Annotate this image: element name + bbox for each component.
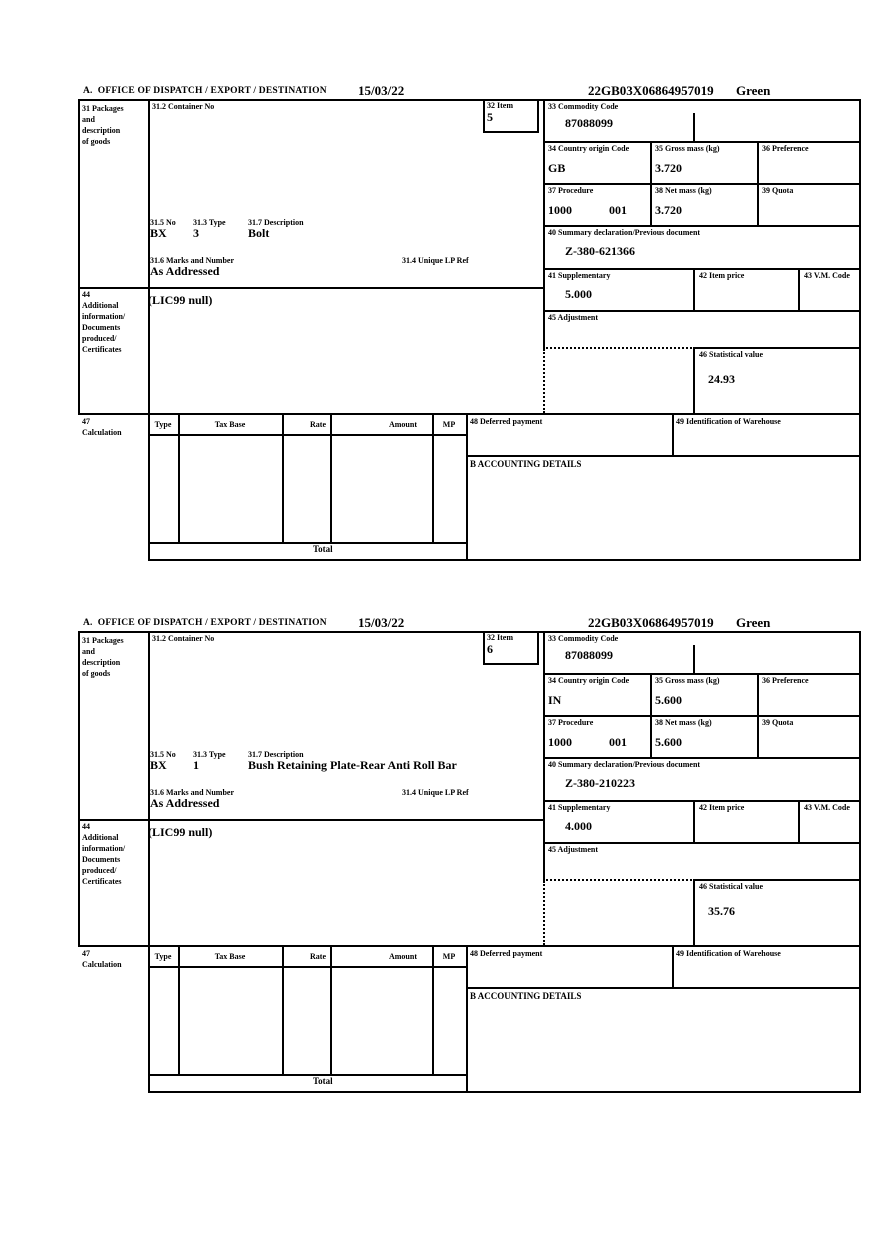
- accounting-details-label: B ACCOUNTING DETAILS: [470, 991, 582, 1001]
- border-line: [693, 800, 695, 844]
- previous-document-label: 40 Summary declaration/Previous document: [548, 760, 701, 769]
- border-line: [466, 987, 861, 989]
- statistical-value: 24.93: [708, 372, 735, 386]
- packages-type-label: 31.3 Type: [193, 750, 226, 759]
- border-line: [543, 631, 545, 881]
- dotted-line: [543, 879, 695, 881]
- warehouse-id-label: 49 Identification of Warehouse: [676, 949, 781, 958]
- net-mass-label: 38 Net mass (kg): [655, 718, 712, 727]
- border-line: [432, 945, 434, 1076]
- calc-header-mp: MP: [442, 420, 456, 429]
- declaration-date: 15/03/22: [358, 615, 405, 630]
- dotted-line: [543, 349, 545, 413]
- dotted-line: [543, 347, 695, 349]
- country-origin-value: GB: [548, 161, 566, 175]
- border-line: [543, 141, 861, 143]
- accounting-details-label: B ACCOUNTING DETAILS: [470, 459, 582, 469]
- border-line: [672, 945, 674, 989]
- calc-header-tax-base: Tax Base: [214, 952, 246, 961]
- quota-label: 39 Quota: [762, 718, 794, 727]
- unique-lp-ref-label: 31.4 Unique LP Ref: [402, 256, 469, 265]
- border-line: [650, 141, 652, 227]
- border-line: [78, 99, 861, 101]
- border-line: [78, 99, 80, 415]
- calculation-label: 47 Calculation: [82, 417, 122, 437]
- border-line: [543, 99, 545, 349]
- border-line: [693, 347, 695, 415]
- border-line: [148, 542, 468, 544]
- item-label: 32 Item: [487, 633, 513, 642]
- statistical-value-label: 46 Statistical value: [699, 350, 763, 359]
- border-line: [178, 413, 180, 544]
- packages-no-label: 31.5 No: [150, 750, 176, 759]
- border-line: [178, 945, 180, 1076]
- calc-header-amount: Amount: [388, 952, 417, 961]
- packages-type-label: 31.3 Type: [193, 218, 226, 227]
- marks-number-label: 31.6 Marks and Number: [150, 256, 235, 265]
- deferred-payment-label: 48 Deferred payment: [470, 949, 543, 958]
- country-origin-label: 34 Country origin Code: [548, 676, 630, 685]
- procedure-suffix-value: 001: [609, 735, 627, 749]
- item-number-value: 5: [487, 110, 493, 124]
- marks-number-value: As Addressed: [150, 796, 220, 810]
- packages-no-value: BX: [150, 758, 167, 772]
- routing-indicator: Green: [736, 83, 771, 98]
- border-line: [859, 631, 861, 1093]
- border-line: [466, 413, 468, 561]
- gross-mass-label: 35 Gross mass (kg): [655, 676, 720, 685]
- packages-description-label: 31 Packages and description of goods: [82, 104, 124, 146]
- border-line: [78, 413, 861, 415]
- border-line: [466, 945, 468, 1093]
- border-line: [148, 434, 468, 436]
- border-line: [543, 225, 861, 227]
- border-line: [543, 673, 861, 675]
- border-line: [148, 99, 150, 561]
- declaration-item-section-1: [78, 83, 862, 565]
- procedure-label: 37 Procedure: [548, 186, 594, 195]
- border-line: [543, 183, 861, 185]
- quota-label: 39 Quota: [762, 186, 794, 195]
- net-mass-label: 38 Net mass (kg): [655, 186, 712, 195]
- calculation-label: 47 Calculation: [82, 949, 122, 969]
- commodity-code-value: 87088099: [565, 116, 613, 130]
- calc-header-tax-base: Tax Base: [214, 420, 246, 429]
- unique-lp-ref-label: 31.4 Unique LP Ref: [402, 788, 469, 797]
- border-line: [330, 413, 332, 544]
- packages-type-value: 3: [193, 226, 199, 240]
- commodity-code-label: 33 Commodity Code: [548, 634, 619, 643]
- border-line: [859, 99, 861, 561]
- packages-no-label: 31.5 No: [150, 218, 176, 227]
- item-number-value: 6: [487, 642, 493, 656]
- goods-description-value: Bush Retaining Plate-Rear Anti Roll Bar: [248, 758, 457, 772]
- border-line: [543, 842, 861, 844]
- border-line: [148, 559, 861, 561]
- border-line: [543, 310, 861, 312]
- border-line: [693, 113, 695, 143]
- border-line: [757, 141, 759, 227]
- supplementary-value: 5.000: [565, 287, 592, 301]
- additional-information-label: 44 Additional information/ Documents produced/ Certificates: [82, 290, 126, 354]
- marks-number-value: As Addressed: [150, 264, 220, 278]
- item-label: 32 Item: [487, 101, 513, 110]
- border-line: [78, 945, 861, 947]
- supplementary-value: 4.000: [565, 819, 592, 833]
- calc-header-rate: Rate: [310, 420, 326, 429]
- border-line: [693, 645, 695, 675]
- container-no-label: 31.2 Container No: [152, 634, 215, 643]
- preference-label: 36 Preference: [762, 676, 809, 685]
- border-line: [148, 966, 468, 968]
- net-mass-value: 5.600: [655, 735, 682, 749]
- additional-information-label: 44 Additional information/ Documents produced/ Certificates: [82, 822, 126, 886]
- item-price-label: 42 Item price: [699, 271, 745, 280]
- border-line: [282, 945, 284, 1076]
- border-line: [693, 879, 861, 881]
- border-line: [543, 757, 861, 759]
- border-line: [543, 268, 861, 270]
- procedure-label: 37 Procedure: [548, 718, 594, 727]
- border-line: [282, 413, 284, 544]
- border-line: [693, 879, 695, 947]
- statistical-value-label: 46 Statistical value: [699, 882, 763, 891]
- gross-mass-value: 3.720: [655, 161, 682, 175]
- border-line: [148, 631, 150, 1093]
- calc-header-rate: Rate: [310, 952, 326, 961]
- commodity-code-value: 87088099: [565, 648, 613, 662]
- total-label: Total: [313, 1076, 333, 1086]
- declaration-date: 15/03/22: [358, 83, 405, 98]
- preference-label: 36 Preference: [762, 144, 809, 153]
- declaration-item-section-2: [78, 615, 862, 1097]
- dotted-line: [543, 881, 545, 945]
- calc-header-amount: Amount: [388, 420, 417, 429]
- calc-header-type: Type: [154, 420, 172, 429]
- marks-number-label: 31.6 Marks and Number: [150, 788, 235, 797]
- supplementary-label: 41 Supplementary: [548, 803, 611, 812]
- gross-mass-label: 35 Gross mass (kg): [655, 144, 720, 153]
- item-price-label: 42 Item price: [699, 803, 745, 812]
- border-line: [650, 673, 652, 759]
- net-mass-value: 3.720: [655, 203, 682, 217]
- additional-information-value: (LIC99 null): [148, 825, 213, 839]
- gross-mass-value: 5.600: [655, 693, 682, 707]
- calc-header-type: Type: [154, 952, 172, 961]
- border-line: [330, 945, 332, 1076]
- calc-header-mp: MP: [442, 952, 456, 961]
- deferred-payment-label: 48 Deferred payment: [470, 417, 543, 426]
- border-line: [672, 413, 674, 457]
- packages-description-label: 31 Packages and description of goods: [82, 636, 124, 678]
- border-line: [543, 800, 861, 802]
- previous-document-label: 40 Summary declaration/Previous document: [548, 228, 701, 237]
- goods-description-value: Bolt: [248, 226, 270, 240]
- registration-number: 22GB03X06864957019: [588, 615, 714, 630]
- supplementary-label: 41 Supplementary: [548, 271, 611, 280]
- country-origin-label: 34 Country origin Code: [548, 144, 630, 153]
- office-of-dispatch-label: A. OFFICE OF DISPATCH / EXPORT / DESTINATION: [83, 618, 327, 628]
- warehouse-id-label: 49 Identification of Warehouse: [676, 417, 781, 426]
- packages-no-value: BX: [150, 226, 167, 240]
- border-line: [78, 631, 80, 947]
- adjustment-label: 45 Adjustment: [548, 313, 599, 322]
- border-line: [78, 631, 861, 633]
- procedure-value: 1000: [548, 735, 572, 749]
- previous-document-value: Z-380-210223: [565, 776, 635, 790]
- description-label: 31.7 Description: [248, 750, 304, 759]
- procedure-value: 1000: [548, 203, 572, 217]
- procedure-suffix-value: 001: [609, 203, 627, 217]
- previous-document-value: Z-380-621366: [565, 244, 635, 258]
- border-line: [148, 1091, 861, 1093]
- border-line: [148, 1074, 468, 1076]
- container-no-label: 31.2 Container No: [152, 102, 215, 111]
- statistical-value: 35.76: [708, 904, 735, 918]
- border-line: [466, 455, 861, 457]
- border-line: [757, 673, 759, 759]
- vm-code-label: 43 V.M. Code: [804, 803, 850, 812]
- packages-type-value: 1: [193, 758, 199, 772]
- adjustment-label: 45 Adjustment: [548, 845, 599, 854]
- border-line: [693, 347, 861, 349]
- border-line: [432, 413, 434, 544]
- total-label: Total: [313, 544, 333, 554]
- registration-number: 22GB03X06864957019: [588, 83, 714, 98]
- commodity-code-label: 33 Commodity Code: [548, 102, 619, 111]
- border-line: [798, 268, 800, 312]
- border-line: [543, 715, 861, 717]
- country-origin-value: IN: [548, 693, 562, 707]
- routing-indicator: Green: [736, 615, 771, 630]
- additional-information-value: (LIC99 null): [148, 293, 213, 307]
- office-of-dispatch-label: A. OFFICE OF DISPATCH / EXPORT / DESTINATION: [83, 86, 327, 96]
- vm-code-label: 43 V.M. Code: [804, 271, 850, 280]
- border-line: [798, 800, 800, 844]
- description-label: 31.7 Description: [248, 218, 304, 227]
- border-line: [693, 268, 695, 312]
